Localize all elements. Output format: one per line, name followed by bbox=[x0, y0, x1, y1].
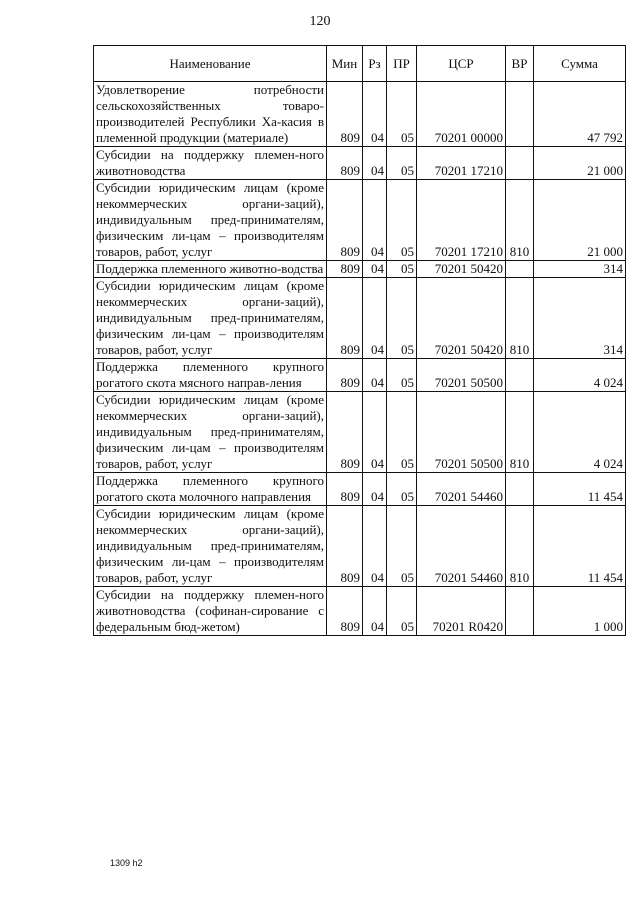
row-vr: 810 bbox=[506, 278, 534, 359]
header-sum: Сумма bbox=[534, 46, 626, 82]
header-min: Мин bbox=[327, 46, 363, 82]
row-rz: 04 bbox=[363, 180, 387, 261]
row-vr bbox=[506, 147, 534, 180]
row-name: Субсидии юридическим лицам (кроме некоммерческих органи-заций), индивидуальным пред-принимателям, физическим ли-цам – производителям товаров, работ, услуг bbox=[94, 392, 327, 473]
row-sum: 47 792 bbox=[534, 82, 626, 147]
row-pr: 05 bbox=[387, 359, 417, 392]
table-row bbox=[94, 473, 626, 506]
row-name: Поддержка племенного животно-водства bbox=[94, 261, 327, 278]
row-name: Поддержка племенного крупного рогатого скота молочного направления bbox=[94, 473, 327, 506]
row-min: 809 bbox=[327, 278, 363, 359]
table-header-row bbox=[94, 46, 626, 82]
row-csr: 70201 54460 bbox=[417, 506, 506, 587]
row-pr: 05 bbox=[387, 587, 417, 636]
row-sum: 1 000 bbox=[534, 587, 626, 636]
row-rz: 04 bbox=[363, 473, 387, 506]
row-name: Удовлетворение потребности сельскохозяйственных товаро-производителей Республики Ха-касия в племенной продукции (материале) bbox=[94, 82, 327, 147]
row-vr bbox=[506, 82, 534, 147]
row-pr: 05 bbox=[387, 147, 417, 180]
row-csr: 70201 17210 bbox=[417, 180, 506, 261]
header-rz: Рз bbox=[363, 46, 387, 82]
row-csr: 70201 50500 bbox=[417, 392, 506, 473]
row-csr: 70201 50500 bbox=[417, 359, 506, 392]
header-vr: ВР bbox=[506, 46, 534, 82]
row-name: Субсидии юридическим лицам (кроме некоммерческих органи-заций), индивидуальным пред-принимателям, физическим ли-цам – производителям товаров, работ, услуг bbox=[94, 506, 327, 587]
table-row bbox=[94, 147, 626, 180]
row-min: 809 bbox=[327, 82, 363, 147]
page-number: 120 bbox=[309, 14, 331, 29]
row-vr: 810 bbox=[506, 392, 534, 473]
row-min: 809 bbox=[327, 359, 363, 392]
row-pr: 05 bbox=[387, 82, 417, 147]
row-csr: 70201 00000 bbox=[417, 82, 506, 147]
table-row bbox=[94, 278, 626, 359]
row-vr: 810 bbox=[506, 180, 534, 261]
table-row bbox=[94, 359, 626, 392]
row-sum: 21 000 bbox=[534, 180, 626, 261]
row-rz: 04 bbox=[363, 359, 387, 392]
row-rz: 04 bbox=[363, 147, 387, 180]
row-sum: 11 454 bbox=[534, 473, 626, 506]
row-min: 809 bbox=[327, 180, 363, 261]
row-rz: 04 bbox=[363, 261, 387, 278]
table-row bbox=[94, 506, 626, 587]
row-min: 809 bbox=[327, 587, 363, 636]
row-sum: 4 024 bbox=[534, 392, 626, 473]
row-csr: 70201 17210 bbox=[417, 147, 506, 180]
row-name: Субсидии юридическим лицам (кроме некоммерческих органи-заций), индивидуальным пред-принимателям, физическим ли-цам – производителям товаров, работ, услуг bbox=[94, 180, 327, 261]
row-name: Субсидии на поддержку племен-ного животноводства bbox=[94, 147, 327, 180]
row-min: 809 bbox=[327, 392, 363, 473]
table-row bbox=[94, 587, 626, 636]
row-pr: 05 bbox=[387, 180, 417, 261]
row-pr: 05 bbox=[387, 392, 417, 473]
header-pr: ПР bbox=[387, 46, 417, 82]
row-csr: 70201 54460 bbox=[417, 473, 506, 506]
row-vr bbox=[506, 587, 534, 636]
row-rz: 04 bbox=[363, 392, 387, 473]
row-rz: 04 bbox=[363, 587, 387, 636]
row-name: Поддержка племенного крупного рогатого скота мясного направ-ления bbox=[94, 359, 327, 392]
table-row bbox=[94, 82, 626, 147]
row-min: 809 bbox=[327, 506, 363, 587]
row-csr: 70201 R0420 bbox=[417, 587, 506, 636]
row-vr: 810 bbox=[506, 506, 534, 587]
header-name: Наименование bbox=[94, 46, 327, 82]
row-rz: 04 bbox=[363, 506, 387, 587]
row-pr: 05 bbox=[387, 278, 417, 359]
row-csr: 70201 50420 bbox=[417, 261, 506, 278]
row-min: 809 bbox=[327, 473, 363, 506]
row-pr: 05 bbox=[387, 261, 417, 278]
row-pr: 05 bbox=[387, 506, 417, 587]
table-row bbox=[94, 392, 626, 473]
row-sum: 11 454 bbox=[534, 506, 626, 587]
row-rz: 04 bbox=[363, 278, 387, 359]
footer-code: 1309 h2 bbox=[110, 858, 143, 868]
row-sum: 4 024 bbox=[534, 359, 626, 392]
row-sum: 314 bbox=[534, 261, 626, 278]
table-row bbox=[94, 261, 626, 278]
row-rz: 04 bbox=[363, 82, 387, 147]
row-vr bbox=[506, 473, 534, 506]
row-min: 809 bbox=[327, 261, 363, 278]
row-csr: 70201 50420 bbox=[417, 278, 506, 359]
row-vr bbox=[506, 359, 534, 392]
row-pr: 05 bbox=[387, 473, 417, 506]
row-name: Субсидии юридическим лицам (кроме некоммерческих органи-заций), индивидуальным пред-принимателям, физическим ли-цам – производителям товаров, работ, услуг bbox=[94, 278, 327, 359]
budget-table bbox=[93, 45, 626, 636]
row-min: 809 bbox=[327, 147, 363, 180]
row-sum: 21 000 bbox=[534, 147, 626, 180]
row-sum: 314 bbox=[534, 278, 626, 359]
row-vr bbox=[506, 261, 534, 278]
table-row bbox=[94, 180, 626, 261]
row-name: Субсидии на поддержку племен-ного животноводства (софинан-сирование с федеральным бюд-жетом) bbox=[94, 587, 327, 636]
header-csr: ЦСР bbox=[417, 46, 506, 82]
